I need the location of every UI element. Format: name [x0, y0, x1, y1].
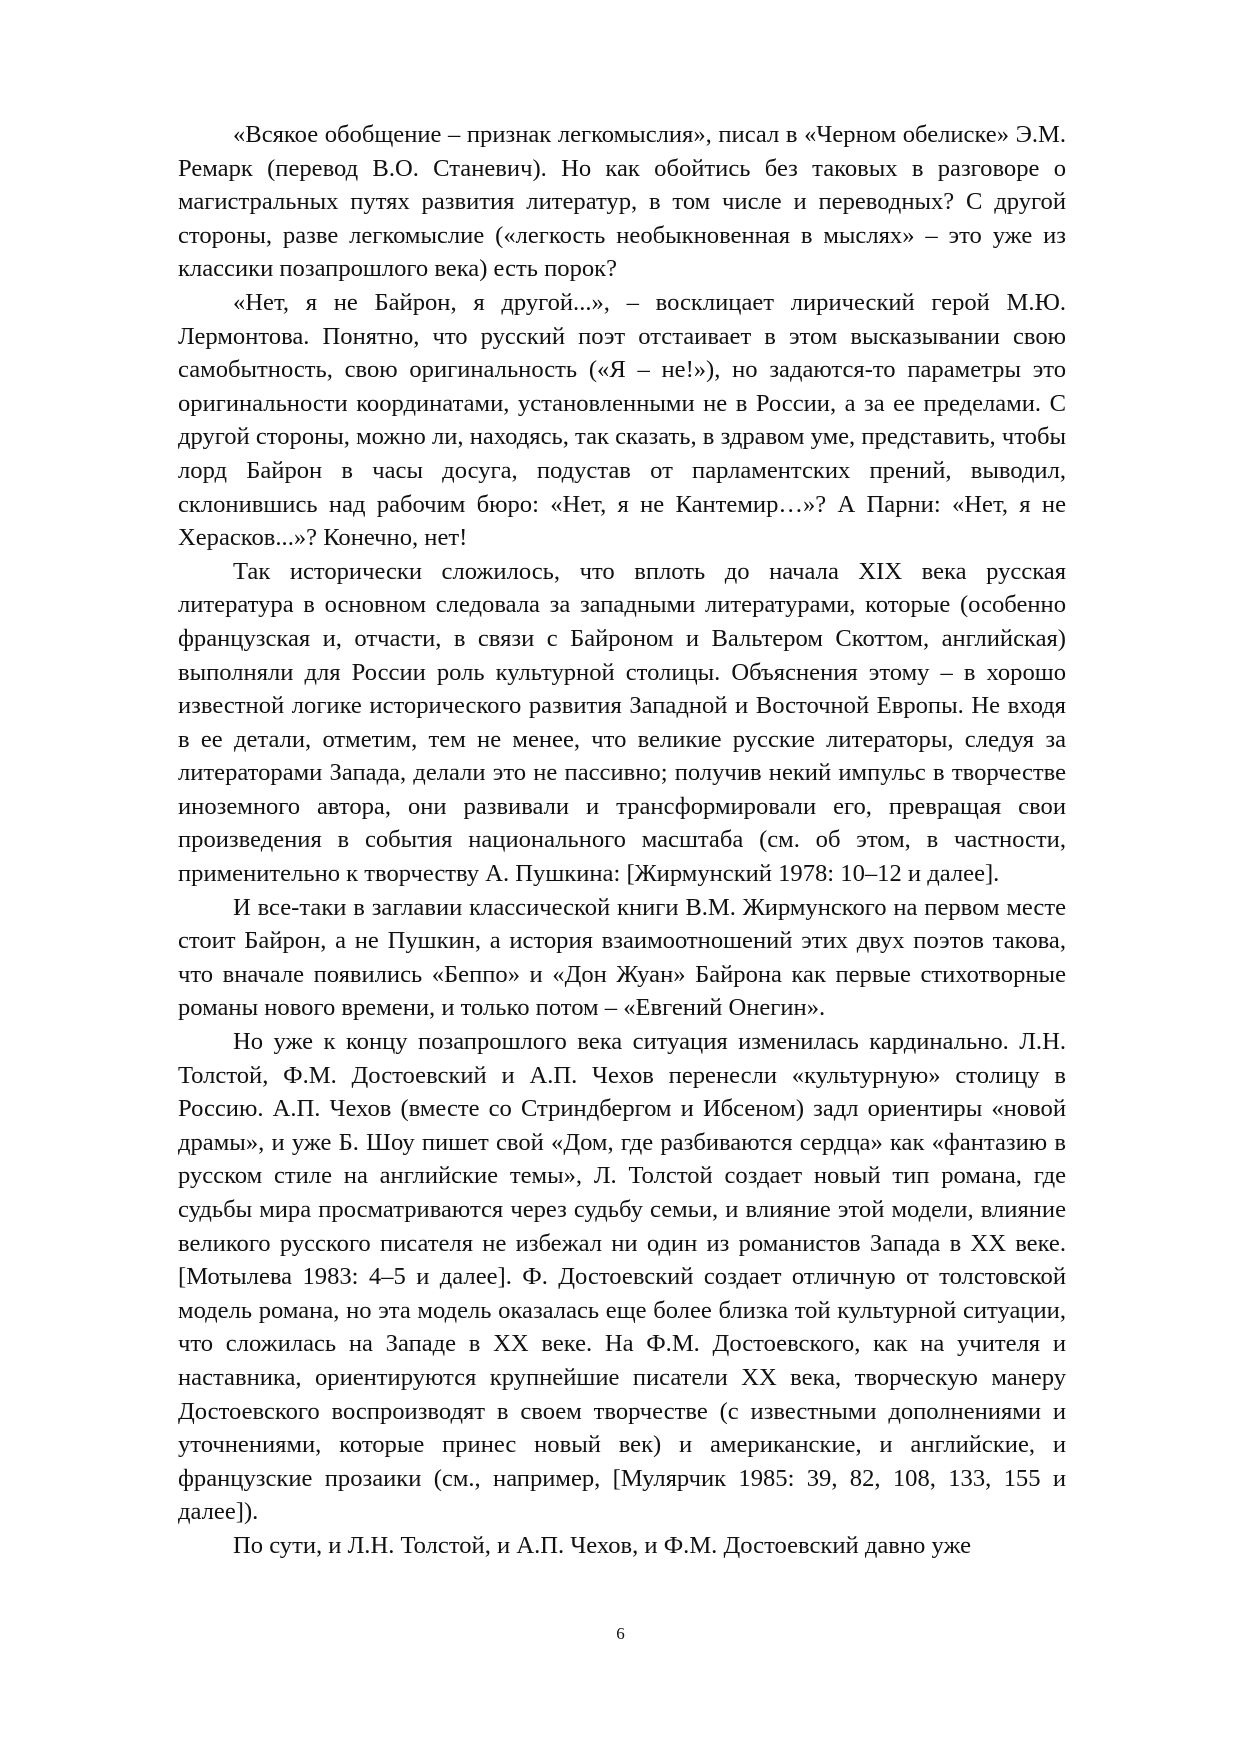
- paragraph-2: «Нет, я не Байрон, я другой...», – восклицает лирический герой М.Ю. Лермонтова. Понятно, что русский поэт отстаивает в этом высказывании свою самобытность, свою оригинальность («Я – не!»), но задаются-то параметры это оригинальности координатами, установленными не в России, а за ее пределами. С другой стороны, можно ли, находясь, так сказать, в здравом уме, представить, чтобы лорд Байрон в часы досуга, подустав от парламентских прений, выводил, склонившись над рабочим бюро: «Нет, я не Кантемир…»? А Парни: «Нет, я не Херасков...»? Конечно, нет!: [178, 288, 1066, 552]
- page-number: 6: [616, 1624, 625, 1643]
- paragraph-4: И все-таки в заглавии классической книги В.М. Жирмунского на первом месте стоит Байрон, а не Пушкин, а история взаимоотношений этих двух поэтов такова, что вначале появились «Беппо» и «Дон Жуан» Байрона как первые стихотворные романы нового времени, и только потом – «Евгений Онегин».: [178, 893, 1066, 1022]
- paragraph-3: Так исторически сложилось, что вплоть до начала XIX века русская литература в основном следовала за западными литературами, которые (особенно французская и, отчасти, в связи с Байроном и Вальтером Скоттом, английская) выполняли для России роль культурной столицы. Объяснения этому – в хорошо известной логике исторического развития Западной и Восточной Европы. Не входя в ее детали, отметим, тем не менее, что великие русские литераторы, следуя за литераторами Запада, делали это не пассивно; получив некий импульс в творчестве иноземного автора, они развивали и трансформировали его, превращая свои произведения в события национального масштаба (см. об этом, в частности, применительно к творчеству А. Пушкина: [Жирмунский 1978: 10–12 и далее].: [178, 557, 1066, 888]
- paragraph-5: Но уже к концу позапрошлого века ситуация изменилась кардинально. Л.Н. Толстой, Ф.М. Достоевский и А.П. Чехов перенесли «культурную» столицу в Россию. А.П. Чехов (вместе со Стриндбергом и Ибсеном) задл ориентиры «новой драмы», и уже Б. Шоу пишет свой «Дом, где разбиваются сердца» как «фантазию в русском стиле на английские темы», Л. Толстой создает новый тип романа, где судьбы мира просматриваются через судьбу семьи, и влияние этой модели, влияние великого русского писателя не избежал ни один из романистов Запада в XX веке. [Мотылева 1983: 4–5 и далее]. Ф. Достоевский создает отличную от толстовской модель романа, но эта модель оказалась еще более близка той культурной ситуации, что сложилась на Западе в XX веке. На Ф.М. Достоевского, как на учителя и наставника, ориентируются крупнейшие писатели XX века, творческую манеру Достоевского воспроизводят в своем творчестве (с известными дополнениями и уточнениями, которые принес новый век) и американские, и английские, и французские прозаики (см., например, [Мулярчик 1985: 39, 82, 108, 133, 155 и далее]).: [178, 1028, 1066, 1526]
- body-text: [178, 118, 1066, 1563]
- paragraph-1: «Всякое обобщение – признак легкомыслия», писал в «Черном обелиске» Э.М. Ремарк (перевод В.О. Станевич). Но как обойтись без таковых в разговоре о магистральных путях развития литератур, в том числе и переводных? С другой стороны, разве легкомыслие («легкость необыкновенная в мыслях» – это уже из классики позапрошлого века) есть порок?: [178, 121, 1066, 283]
- paragraph-6: По сути, и Л.Н. Толстой, и А.П. Чехов, и Ф.М. Достоевский давно уже: [233, 1531, 972, 1559]
